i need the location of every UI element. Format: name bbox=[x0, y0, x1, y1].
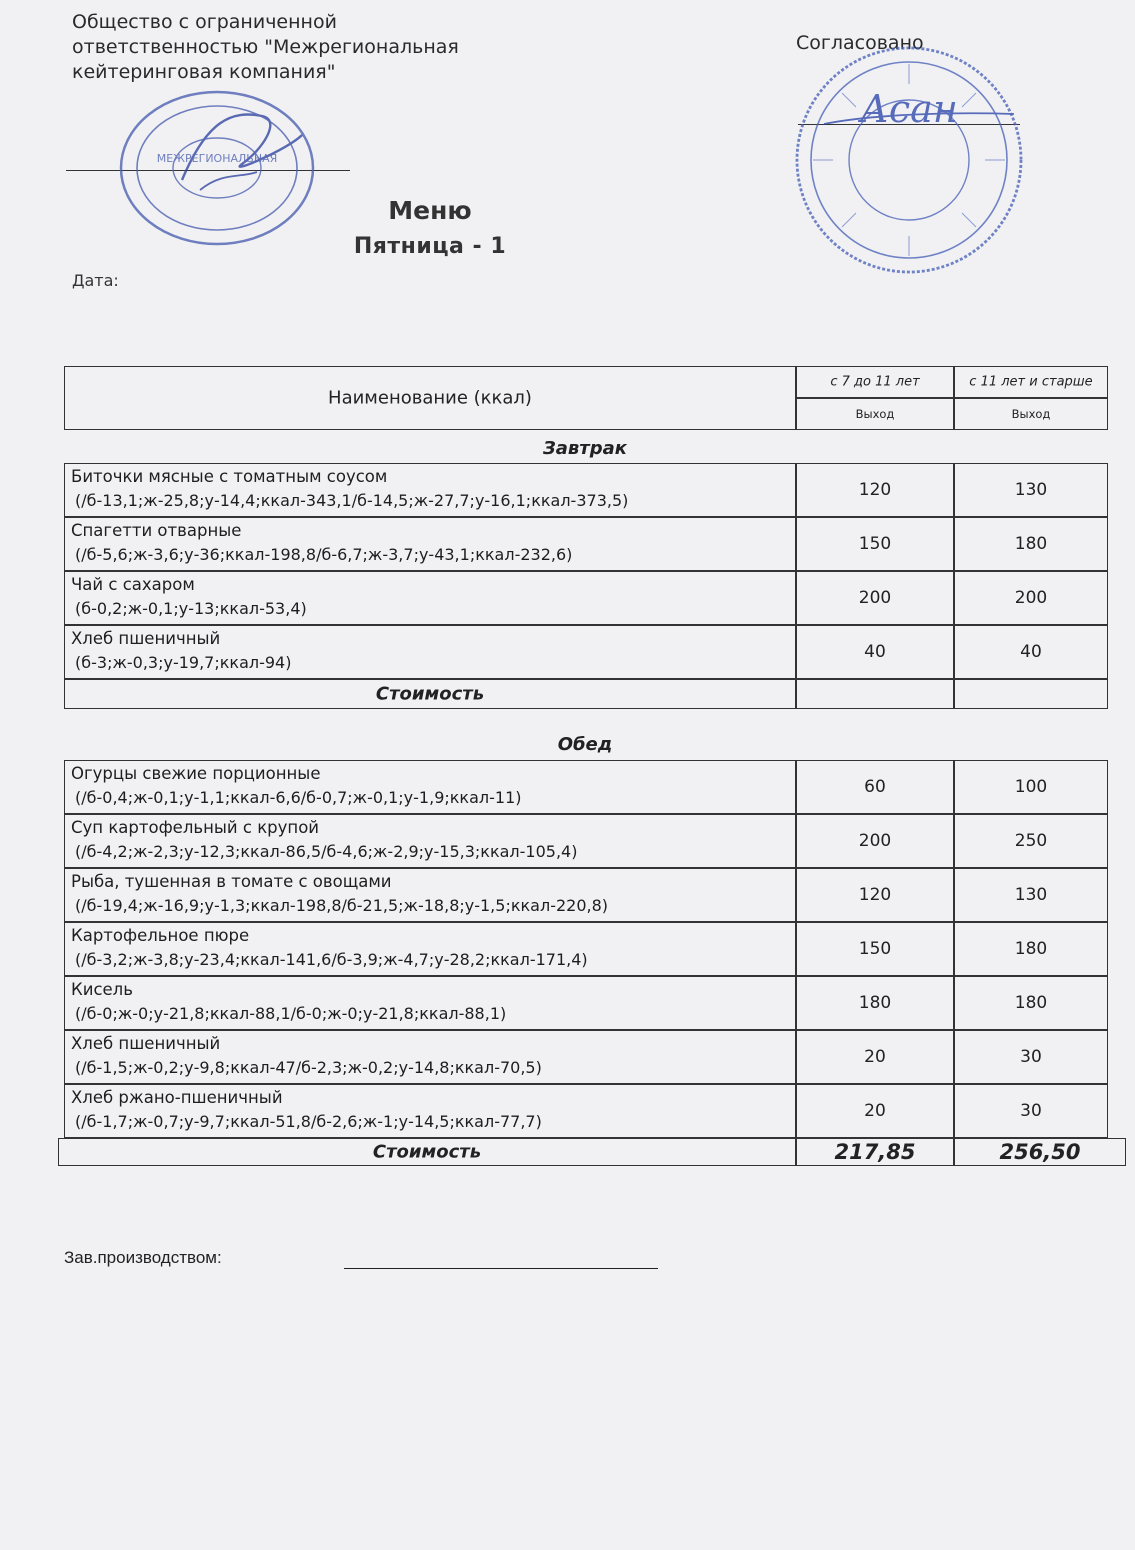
production-manager-label: Зав.производством: bbox=[64, 1248, 222, 1267]
out-a-cell bbox=[796, 625, 954, 679]
lunch-cost-row bbox=[60, 1138, 1110, 1166]
dish-nutrition: (/б-19,4;ж-16,9;у-1,3;ккал-198,8/б-21,5;ж-18,8;у-1,5;ккал-220,8) bbox=[75, 896, 609, 915]
dish-name: Хлеб пшеничный bbox=[71, 1034, 221, 1053]
table-row bbox=[60, 625, 1110, 679]
table-row bbox=[60, 1084, 1110, 1138]
dish-cell bbox=[64, 463, 796, 517]
out-a-value: 40 bbox=[864, 642, 886, 662]
dish-name: Биточки мясные с томатным соусом bbox=[71, 467, 388, 486]
org-line-1: Общество с ограниченной bbox=[72, 11, 337, 33]
dish-nutrition: (б-0,2;ж-0,1;у-13;ккал-53,4) bbox=[75, 599, 307, 618]
dish-nutrition: (/б-1,5;ж-0,2;у-9,8;ккал-47/б-2,3;ж-0,2;у-14,8;ккал-70,5) bbox=[75, 1058, 542, 1077]
dish-cell bbox=[64, 1030, 796, 1084]
organization-seal-icon bbox=[112, 80, 336, 250]
out-b-cell bbox=[954, 814, 1108, 868]
out-b-value: 30 bbox=[1020, 1047, 1042, 1067]
cost-label: Стоимость bbox=[372, 1141, 482, 1163]
out-a-value: 60 bbox=[864, 777, 886, 797]
out-a-cell bbox=[796, 976, 954, 1030]
dish-cell bbox=[64, 571, 796, 625]
out-a-cell bbox=[796, 463, 954, 517]
dish-name: Хлеб ржано-пшеничный bbox=[71, 1088, 283, 1107]
table-row bbox=[60, 976, 1110, 1030]
out-a-cell bbox=[796, 517, 954, 571]
breakfast-cost-row bbox=[60, 679, 1110, 709]
out-b-cell bbox=[954, 517, 1108, 571]
dish-cell bbox=[64, 760, 796, 814]
dish-name: Картофельное пюре bbox=[71, 926, 250, 945]
dish-nutrition: (б-3;ж-0,3;у-19,7;ккал-94) bbox=[75, 653, 292, 672]
out-b-cell bbox=[954, 976, 1108, 1030]
approval-seal-icon bbox=[784, 44, 1034, 276]
table-row bbox=[60, 571, 1110, 625]
cost-label-cell bbox=[58, 1138, 796, 1166]
approval-signature: Асан bbox=[860, 87, 958, 131]
out-a-value: 150 bbox=[858, 939, 892, 959]
section-title-breakfast: Завтрак bbox=[542, 438, 627, 459]
column-out-a-header: Выход bbox=[855, 407, 895, 421]
org-line-3: кейтеринговая компания" bbox=[72, 61, 336, 83]
out-b-value: 180 bbox=[1014, 939, 1048, 959]
dish-name: Хлеб пшеничный bbox=[71, 629, 221, 648]
out-a-value: 200 bbox=[858, 588, 892, 608]
table-row bbox=[60, 517, 1110, 571]
header-age-b-cell bbox=[954, 366, 1108, 398]
table-row bbox=[60, 760, 1110, 814]
approved-label: Согласовано bbox=[796, 32, 924, 54]
dish-cell bbox=[64, 922, 796, 976]
out-a-value: 20 bbox=[864, 1101, 886, 1121]
out-b-cell bbox=[954, 1084, 1108, 1138]
out-b-value: 130 bbox=[1014, 885, 1048, 905]
dish-cell bbox=[64, 868, 796, 922]
table-row bbox=[60, 814, 1110, 868]
out-b-cell bbox=[954, 463, 1108, 517]
out-a-cell bbox=[796, 1030, 954, 1084]
dish-cell bbox=[64, 976, 796, 1030]
dish-cell bbox=[64, 625, 796, 679]
out-b-value: 180 bbox=[1014, 993, 1048, 1013]
dish-nutrition: (/б-0,4;ж-0,1;у-1,1;ккал-6,6/б-0,7;ж-0,1;у-1,9;ккал-11) bbox=[75, 788, 522, 807]
out-b-value: 30 bbox=[1020, 1101, 1042, 1121]
production-manager-signature-line bbox=[344, 1268, 658, 1269]
dish-nutrition: (/б-3,2;ж-3,8;у-23,4;ккал-141,6/б-3,9;ж-4,7;у-28,2;ккал-171,4) bbox=[75, 950, 588, 969]
out-a-value: 180 bbox=[858, 993, 892, 1013]
out-a-value: 20 bbox=[864, 1047, 886, 1067]
out-b-cell bbox=[954, 922, 1108, 976]
table-row bbox=[60, 868, 1110, 922]
column-age-a-header: с 7 до 11 лет bbox=[830, 374, 920, 390]
dish-nutrition: (/б-0;ж-0;у-21,8;ккал-88,1/б-0;ж-0;у-21,8;ккал-88,1) bbox=[75, 1004, 507, 1023]
cost-label-cell bbox=[64, 679, 796, 709]
cost-b-cell bbox=[954, 1138, 1126, 1166]
cost-b-value: 256,50 bbox=[999, 1140, 1081, 1164]
column-name-header: Наименование (ккал) bbox=[328, 387, 532, 409]
org-line-2: ответственностью "Межрегиональная bbox=[72, 36, 459, 58]
dish-nutrition: (/б-1,7;ж-0,7;у-9,7;ккал-51,8/б-2,6;ж-1;у-14,5;ккал-77,7) bbox=[75, 1112, 542, 1131]
cost-a-cell bbox=[796, 1138, 954, 1166]
dish-cell bbox=[64, 1084, 796, 1138]
out-a-cell bbox=[796, 922, 954, 976]
dish-cell bbox=[64, 814, 796, 868]
column-out-b-header: Выход bbox=[1011, 407, 1051, 421]
dish-cell bbox=[64, 517, 796, 571]
out-b-value: 250 bbox=[1014, 831, 1048, 851]
out-b-value: 100 bbox=[1014, 777, 1048, 797]
dish-name: Кисель bbox=[71, 980, 133, 999]
dish-name: Суп картофельный с крупой bbox=[71, 818, 320, 837]
organization-name bbox=[72, 10, 512, 85]
out-a-cell bbox=[796, 1084, 954, 1138]
out-a-cell bbox=[796, 760, 954, 814]
header-out-b-cell bbox=[954, 398, 1108, 430]
menu-day: Пятница - 1 bbox=[353, 234, 507, 259]
header-out-a-cell bbox=[796, 398, 954, 430]
out-a-value: 120 bbox=[858, 885, 892, 905]
out-b-value: 130 bbox=[1014, 480, 1048, 500]
out-b-value: 180 bbox=[1014, 534, 1048, 554]
out-b-cell bbox=[954, 571, 1108, 625]
out-b-value: 40 bbox=[1020, 642, 1042, 662]
out-a-cell bbox=[796, 814, 954, 868]
out-a-cell bbox=[796, 571, 954, 625]
out-a-value: 200 bbox=[858, 831, 892, 851]
cost-a-value: 217,85 bbox=[834, 1140, 916, 1164]
dish-nutrition: (/б-4,2;ж-2,3;у-12,3;ккал-86,5/б-4,6;ж-2,9;у-15,3;ккал-105,4) bbox=[75, 842, 578, 861]
dish-nutrition: (/б-5,6;ж-3,6;у-36;ккал-198,8/б-6,7;ж-3,7;у-43,1;ккал-232,6) bbox=[75, 545, 573, 564]
date-label: Дата: bbox=[72, 271, 119, 290]
table-header bbox=[60, 366, 1110, 430]
out-b-value: 200 bbox=[1014, 588, 1048, 608]
cost-label: Стоимость bbox=[375, 683, 485, 705]
header-age-a-cell bbox=[796, 366, 954, 398]
dish-name: Спагетти отварные bbox=[71, 521, 242, 540]
section-title-lunch: Обед bbox=[557, 734, 613, 755]
out-b-cell bbox=[954, 1030, 1108, 1084]
out-a-value: 150 bbox=[858, 534, 892, 554]
header-name-cell bbox=[64, 366, 796, 430]
page-title: Меню bbox=[388, 196, 472, 225]
column-age-b-header: с 11 лет и старше bbox=[969, 374, 1093, 390]
seal-text: МЕЖРЕГИОНАЛЬНАЯ bbox=[156, 152, 278, 165]
table-row bbox=[60, 922, 1110, 976]
table-row bbox=[60, 1030, 1110, 1084]
dish-name: Огурцы свежие порционные bbox=[71, 764, 321, 783]
dish-name: Чай с сахаром bbox=[71, 575, 195, 594]
out-a-value: 120 bbox=[858, 480, 892, 500]
out-b-cell bbox=[954, 760, 1108, 814]
out-b-cell bbox=[954, 868, 1108, 922]
out-a-cell bbox=[796, 868, 954, 922]
out-b-cell bbox=[954, 625, 1108, 679]
dish-nutrition: (/б-13,1;ж-25,8;у-14,4;ккал-343,1/б-14,5;ж-27,7;у-16,1;ккал-373,5) bbox=[75, 491, 629, 510]
cost-a-cell bbox=[796, 679, 954, 709]
dish-name: Рыба, тушенная в томате с овощами bbox=[71, 872, 392, 891]
cost-b-cell bbox=[954, 679, 1108, 709]
table-row bbox=[60, 463, 1110, 517]
